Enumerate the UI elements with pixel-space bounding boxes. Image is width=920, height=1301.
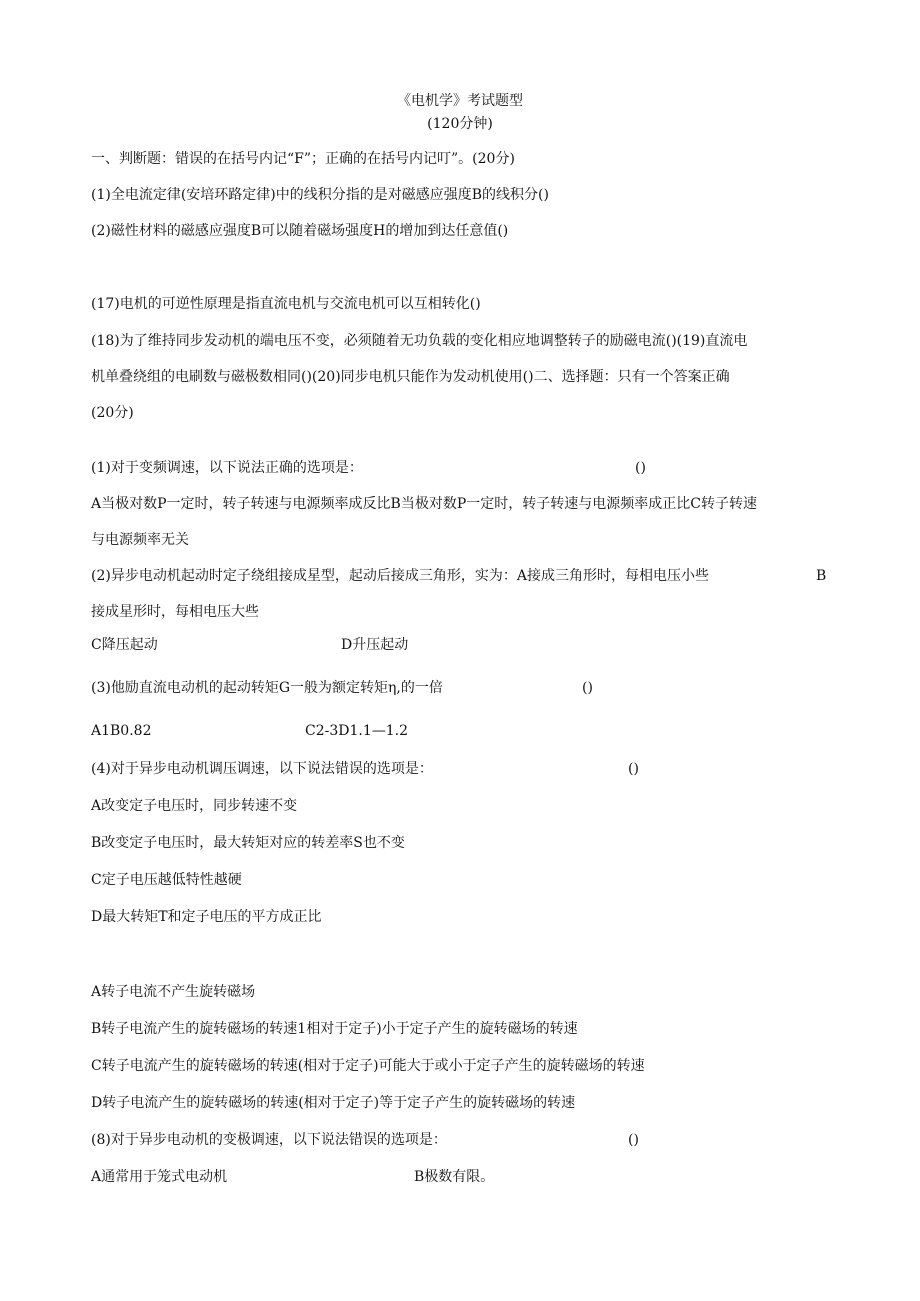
question-1: (1)全电流定律(安培环路定律)中的线积分指的是对磁感应强度B的线积分() xyxy=(91,187,549,203)
choice-2-line2: 接成星形时，每相电压大些 xyxy=(91,604,259,620)
question-17: (17)电机的可逆性原理是指直流电机与交流电机可以互相转化() xyxy=(91,296,481,312)
choice-question-3: (3)他励直流电动机的起动转矩G一般为额定转矩η,的一倍 xyxy=(91,680,443,696)
question-2: (2)磁性材料的磁感应强度B可以随着磁场强度H的增加到达任意值() xyxy=(91,223,509,239)
choice-1-options-line1: A当极对数P一定时，转子转速与电源频率成反比B当极对数P一定时，转子转速与电源频率成正比C转子转速 xyxy=(91,496,757,512)
choice-question-8: (8)对于异步电动机的变极调速，以下说法错误的选项是： xyxy=(91,1132,447,1148)
answer-paren-4: () xyxy=(628,761,639,777)
answer-paren-8: () xyxy=(628,1132,639,1148)
section1-heading: 一、判断题：错误的在括号内记“F”；正确的在括号内记叮”。(20分) xyxy=(91,151,515,167)
choice-1-options-line2: 与电源频率无关 xyxy=(91,532,189,548)
choice-2-option-d: D升压起动 xyxy=(341,637,409,653)
choice-4-option-a: A改变定子电压时，同步转速不变 xyxy=(91,798,298,814)
page-title: 《电机学》考试题型 xyxy=(397,93,523,109)
choice-question-2: (2)异步电动机起动时定子绕组接成星型，起动后接成三角形，实为：A接成三角形时，每相电压小些 xyxy=(91,568,709,584)
choice-7-option-d: D转子电流产生的旋转磁场的转速(相对于定子)等于定子产生的旋转磁场的转速 xyxy=(91,1095,576,1111)
choice-3-options-cd: C2-3D1.1—1.2 xyxy=(305,723,409,739)
answer-paren-3: () xyxy=(582,680,593,696)
choice-8-option-b: B极数有限。 xyxy=(414,1169,495,1185)
choice-7-option-a: A转子电流不产生旋转磁场 xyxy=(91,984,256,1000)
choice-4-option-b: B改变定子电压时，最大转矩对应的转差率S也不变 xyxy=(91,835,405,851)
section2-points: (20分) xyxy=(91,405,134,421)
question-18-line1: (18)为了维持同步发动机的端电压不变，必须随着无功负载的变化相应地调整转子的励磁电流()(19)直流电 xyxy=(91,333,748,349)
choice-8-option-a: A通常用于笼式电动机 xyxy=(91,1169,228,1185)
choice-7-option-c: C转子电流产生的旋转磁场的转速(相对于定子)可能大于或小于定子产生的旋转磁场的转速 xyxy=(91,1058,645,1074)
choice-3-options-ab: A1B0.82 xyxy=(91,723,152,739)
choice-7-option-b: B转子电流产生的旋转磁场的转速1相对于定子)小于定子产生的旋转磁场的转速 xyxy=(91,1021,578,1037)
choice-question-1: (1)对于变频调速，以下说法正确的选项是： xyxy=(91,460,363,476)
choice-question-4: (4)对于异步电动机调压调速，以下说法错误的选项是： xyxy=(91,761,433,777)
question-18-line2: 机单叠绕组的电刷数与磁极数相同()(20)同步电机只能作为发动机使用()二、选择题：只有一个答案正确 xyxy=(91,369,730,385)
choice-4-option-d: D最大转矩T和定子电压的平方成正比 xyxy=(91,909,322,925)
choice-2-option-c: C降压起动 xyxy=(91,637,158,653)
choice-2-option-b-letter: B xyxy=(816,568,827,584)
answer-paren-1: () xyxy=(635,460,646,476)
choice-4-option-c: C定子电压越低特性越硬 xyxy=(91,872,242,888)
page-subtitle: (120分钟) xyxy=(427,116,493,132)
